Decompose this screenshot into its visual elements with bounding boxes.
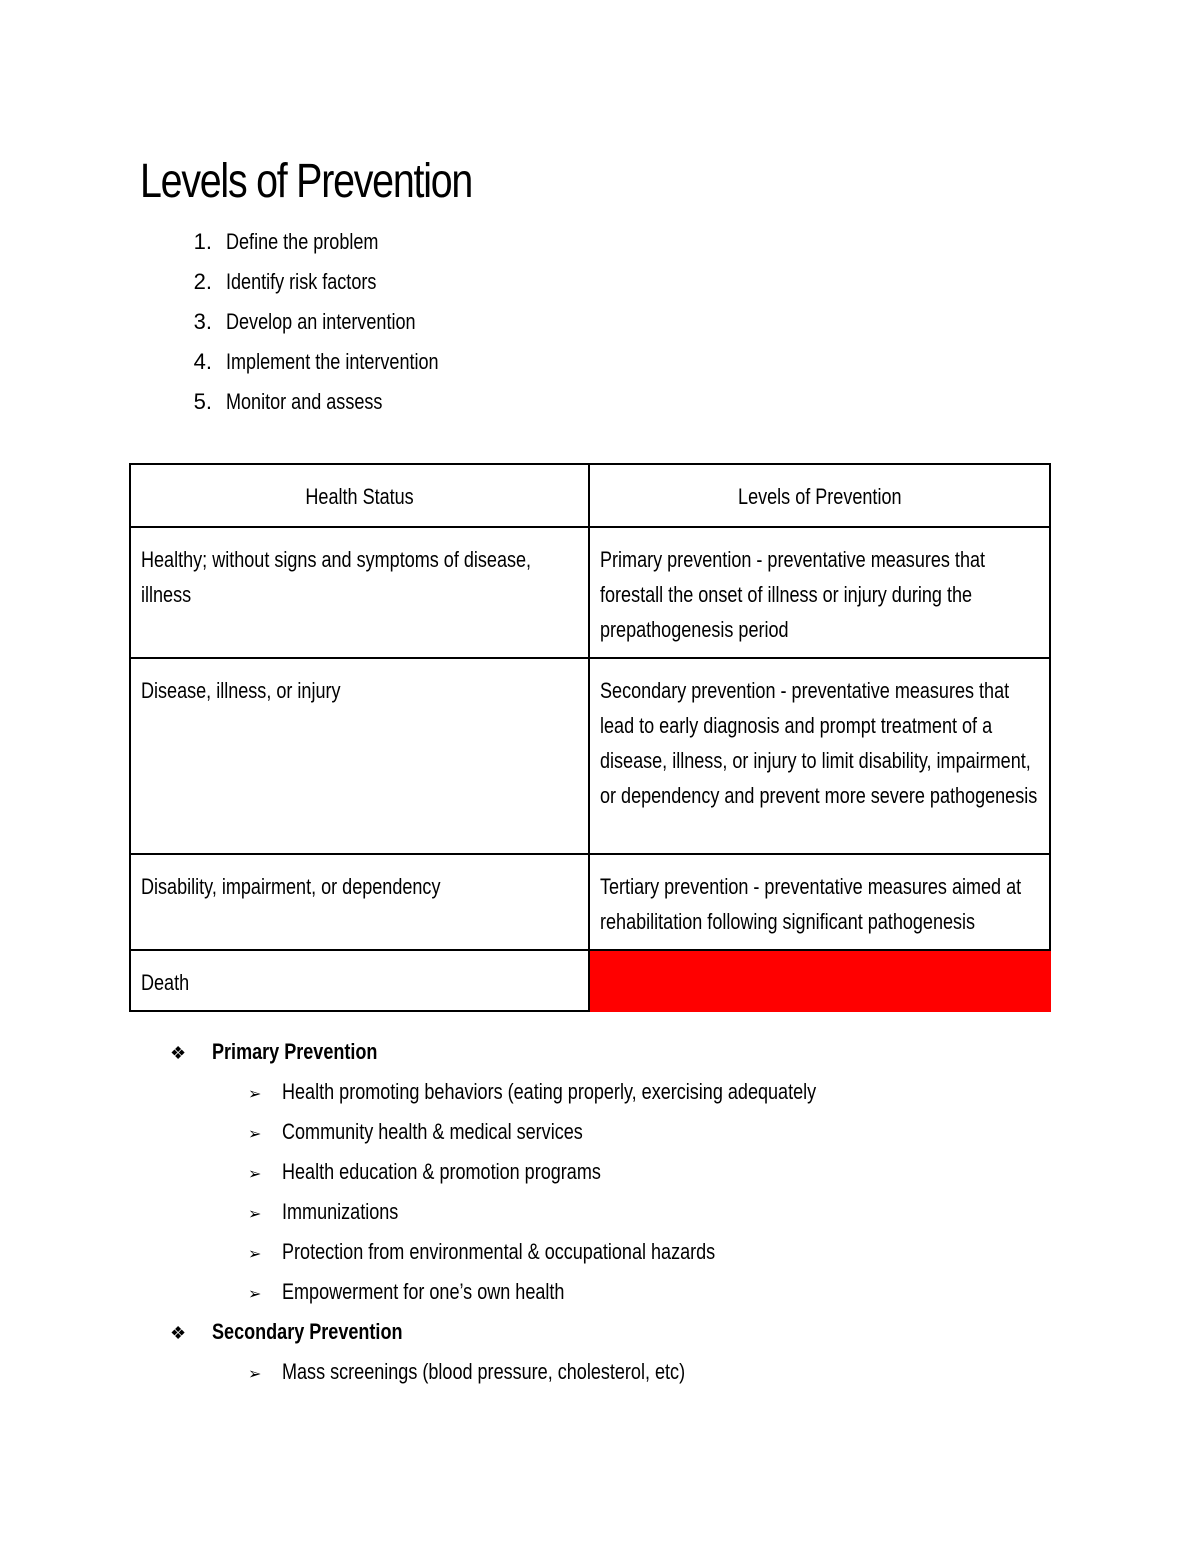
death-fill-cell bbox=[589, 950, 1050, 1011]
arrow-bullet-icon: ➢ bbox=[248, 1086, 262, 1103]
secondary-prevention-section bbox=[170, 1312, 933, 1392]
prevention-level-cell bbox=[589, 854, 1050, 950]
primary-prevention-list bbox=[170, 1072, 933, 1312]
cell-text: Death bbox=[141, 970, 190, 995]
list-item-text: Community health & medical services bbox=[282, 1119, 583, 1144]
arrow-bullet-icon: ➢ bbox=[248, 1246, 262, 1263]
list-item-text: Health promoting behaviors (eating properly, exercising adequately bbox=[282, 1079, 817, 1104]
secondary-prevention-list bbox=[170, 1352, 933, 1392]
step-text: Implement the intervention bbox=[226, 349, 439, 374]
column-header-levels bbox=[589, 464, 1050, 527]
list-item bbox=[170, 1072, 933, 1112]
list-item bbox=[140, 382, 485, 422]
table-row bbox=[130, 854, 1050, 950]
list-item-text: Empowerment for one’s own health bbox=[282, 1279, 565, 1304]
list-item-text: Mass screenings (blood pressure, cholesterol, etc) bbox=[282, 1359, 686, 1384]
section-heading: Secondary Prevention bbox=[212, 1319, 403, 1344]
list-item bbox=[170, 1112, 933, 1152]
list-item-text: Immunizations bbox=[282, 1199, 399, 1224]
list-item bbox=[170, 1352, 933, 1392]
health-status-cell bbox=[130, 658, 589, 854]
arrow-bullet-icon: ➢ bbox=[248, 1366, 262, 1383]
step-number: 5. bbox=[193, 389, 212, 414]
health-status-cell bbox=[130, 527, 589, 658]
list-item bbox=[140, 262, 485, 302]
column-header-label: Levels of Prevention bbox=[737, 484, 902, 509]
table-row bbox=[130, 527, 1050, 658]
step-text: Monitor and assess bbox=[226, 389, 383, 414]
list-item-text: Protection from environmental & occupational hazards bbox=[282, 1239, 716, 1264]
step-number: 2. bbox=[193, 269, 212, 294]
list-item bbox=[170, 1152, 933, 1192]
cell-text: Primary prevention - preventative measures that forestall the onset of illness or injury during the prepathogenesis period bbox=[600, 547, 986, 642]
table-header-row bbox=[130, 464, 1050, 527]
diamond-bullet-icon: ❖ bbox=[170, 1323, 187, 1343]
arrow-bullet-icon: ➢ bbox=[248, 1286, 262, 1303]
prevention-table bbox=[129, 463, 1051, 1012]
column-header-label: Health Status bbox=[305, 484, 414, 509]
list-item bbox=[170, 1232, 933, 1272]
cell-text: Disease, illness, or injury bbox=[141, 678, 341, 703]
cell-text: Tertiary prevention - preventative measures aimed at rehabilitation following significant pathogenesis bbox=[600, 874, 1022, 934]
section-heading: Primary Prevention bbox=[212, 1039, 378, 1064]
arrow-bullet-icon: ➢ bbox=[248, 1126, 262, 1143]
steps-list bbox=[140, 222, 485, 422]
cell-text: Healthy; without signs and symptoms of disease, illness bbox=[141, 547, 532, 607]
page-title: Levels of Prevention bbox=[140, 155, 473, 208]
primary-prevention-section bbox=[170, 1032, 933, 1312]
list-item bbox=[140, 222, 485, 262]
prevention-bullets bbox=[170, 1032, 933, 1392]
table-row bbox=[130, 658, 1050, 854]
health-status-cell bbox=[130, 950, 589, 1011]
prevention-level-cell bbox=[589, 527, 1050, 658]
step-text: Develop an intervention bbox=[226, 309, 416, 334]
diamond-bullet-icon: ❖ bbox=[170, 1043, 187, 1063]
step-text: Define the problem bbox=[226, 229, 379, 254]
column-header-health-status bbox=[130, 464, 589, 527]
step-text: Identify risk factors bbox=[226, 269, 377, 294]
health-status-cell bbox=[130, 854, 589, 950]
list-item bbox=[170, 1272, 933, 1312]
list-item bbox=[140, 342, 485, 382]
secondary-prevention-heading-row bbox=[170, 1312, 933, 1352]
list-item bbox=[170, 1192, 933, 1232]
cell-text: Secondary prevention - preventative measures that lead to early diagnosis and prompt treatment of a disease, illness, or injury to limit disability, impairment, or dependency and prevent more severe pathogenesis bbox=[600, 678, 1038, 808]
list-item bbox=[140, 302, 485, 342]
arrow-bullet-icon: ➢ bbox=[248, 1206, 262, 1223]
list-item-text: Health education & promotion programs bbox=[282, 1159, 601, 1184]
primary-prevention-heading-row bbox=[170, 1032, 933, 1072]
cell-text: Disability, impairment, or dependency bbox=[141, 874, 441, 899]
step-number: 1. bbox=[193, 229, 212, 254]
prevention-level-cell bbox=[589, 658, 1050, 854]
step-number: 4. bbox=[193, 349, 212, 374]
table-row bbox=[130, 950, 1050, 1011]
step-number: 3. bbox=[193, 309, 212, 334]
arrow-bullet-icon: ➢ bbox=[248, 1166, 262, 1183]
